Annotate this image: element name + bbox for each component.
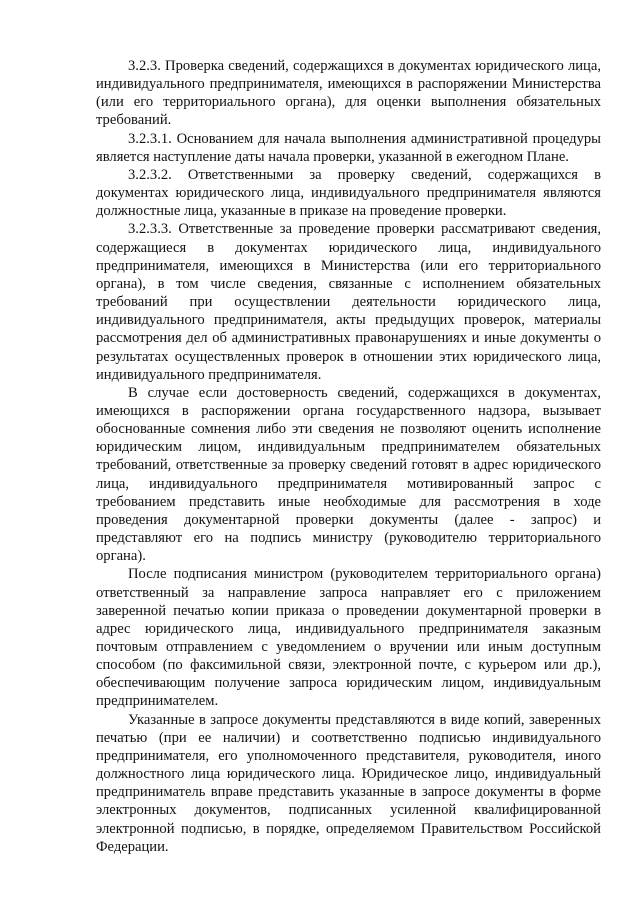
paragraph-request-sending: После подписания министром (руководителем территориального органа) ответственный за направление запроса направляет его с приложением заверенной печатью копии приказа о проведении документарной проверки в адрес юридического лица, индивидуального предпринимателя заказным почтовым отправлением с уведомлением о вручении или иным доступным способом (по факсимильной связи, электронной почте, с курьером или др.), обеспечивающим получение запроса юридическим лицом, индивидуальным предпринимателем.: [96, 566, 601, 710]
document-body: [96, 57, 601, 856]
paragraph-3-2-3-1: 3.2.3.1. Основанием для начала выполнения административной процедуры является наступление даты начала проверки, указанной в ежегодном Плане.: [96, 130, 601, 165]
paragraph-documents-submission: Указанные в запросе документы представляются в виде копий, заверенных печатью (при ее наличии) и соответственно подписью индивидуального предпринимателя, его уполномоченного представителя, руководителя, иного должностного лица юридического лица. Юридическое лицо, индивидуальный предприниматель вправе представить указанные в запросе документы в форме электронных документов, подписанных усиленной квалифицированной электронной подписью, в порядке, определяемом Правительством Российской Федерации.: [96, 711, 601, 855]
paragraph-3-2-3-3: 3.2.3.3. Ответственные за проведение проверки рассматривают сведения, содержащиеся в документах юридического лица, индивидуального предпринимателя, имеющихся в Министерства (или его территориального органа), в том числе сведения, связанные с исполнением обязательных требований при осуществлении деятельности юридического лица, индивидуального предпринимателя, акты предыдущих проверок, материалы рассмотрения дел об административных правонарушениях и иные документы о результатах осуществленных проверок в отношении этих юридического лица, индивидуального предпринимателя.: [96, 221, 601, 383]
paragraph-3-2-3-2: 3.2.3.2. Ответственными за проверку сведений, содержащихся в документах юридического лица, индивидуального предпринимателя являются должностные лица, указанные в приказе на проведение проверки.: [96, 166, 601, 220]
paragraph-3-2-3: 3.2.3. Проверка сведений, содержащихся в документах юридического лица, индивидуального предпринимателя, имеющихся в распоряжении Министерства (или его территориального органа), для оценки выполнения обязательных требований.: [96, 58, 601, 129]
paragraph-request-preparation: В случае если достоверность сведений, содержащихся в документах, имеющихся в распоряжении органа государственного надзора, вызывает обоснованные сомнения либо эти сведения не позволяют оценить исполнение юридическим лицом, индивидуальным предпринимателем обязательных требований, ответственные за проверку сведений готовят в адрес юридического лица, индивидуального предпринимателя мотивированный запрос с требованием представить иные необходимые для рассмотрения в ходе проведения документарной проверки документы (далее - запрос) и представляют его на подпись министру (руководителю территориального органа).: [96, 384, 601, 565]
